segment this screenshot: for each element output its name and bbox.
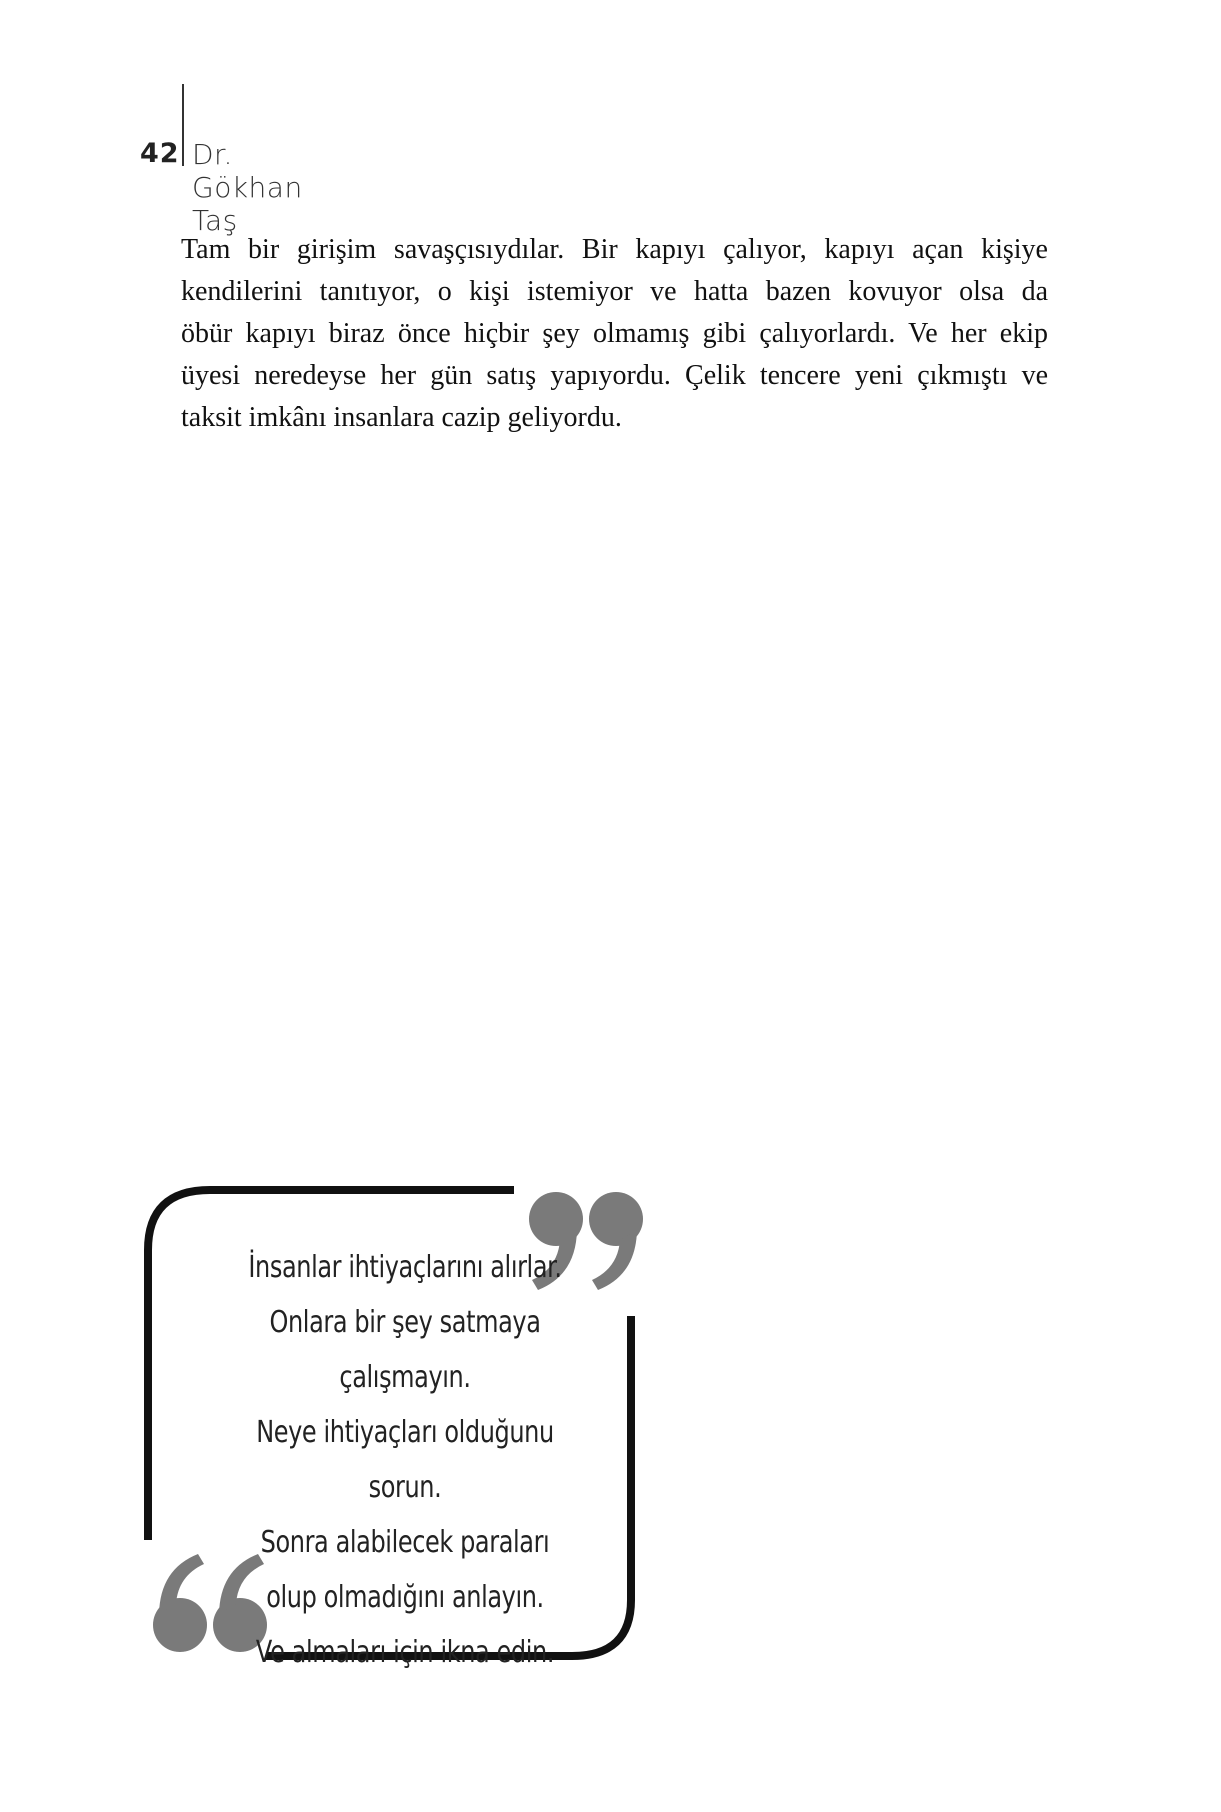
quote-text: [217, 1240, 593, 1680]
body-line: taksit imkânı insanlara cazip geliyordu.: [181, 402, 622, 433]
quote-line: Ve almaları için ikna edin.: [255, 1635, 555, 1670]
body-paragraph: [181, 229, 1048, 439]
pull-quote: [140, 1170, 660, 1690]
quote-line: Onlara bir şey satmaya çalışmayın.: [269, 1305, 541, 1395]
header-divider: [182, 84, 184, 166]
quote-line: olup olmadığını anlayın.: [266, 1580, 544, 1615]
quote-line: İnsanlar ihtiyaçlarını alırlar.: [248, 1250, 562, 1285]
quote-line: Neye ihtiyaçları olduğunu sorun.: [256, 1415, 554, 1505]
body-line: kendilerini tanıtıyor, o kişi istemiyor ve hatta bazen kovuyor olsa da: [181, 276, 1048, 307]
body-line: üyesi neredeyse her gün satış yapıyordu. Çelik tencere yeni çıkmıştı ve: [181, 360, 1048, 391]
quote-line: Sonra alabilecek paraları: [260, 1525, 550, 1560]
body-line: Tam bir girişim savaşçısıydılar. Bir kapıyı çalıyor, kapıyı açan kişiye: [181, 234, 1048, 265]
running-head-author: Dr. Gökhan Taş: [192, 138, 303, 237]
page-number: 42: [140, 138, 180, 169]
body-line: öbür kapıyı biraz önce hiçbir şey olmamış gibi çalıyorlardı. Ve her ekip: [181, 318, 1048, 349]
